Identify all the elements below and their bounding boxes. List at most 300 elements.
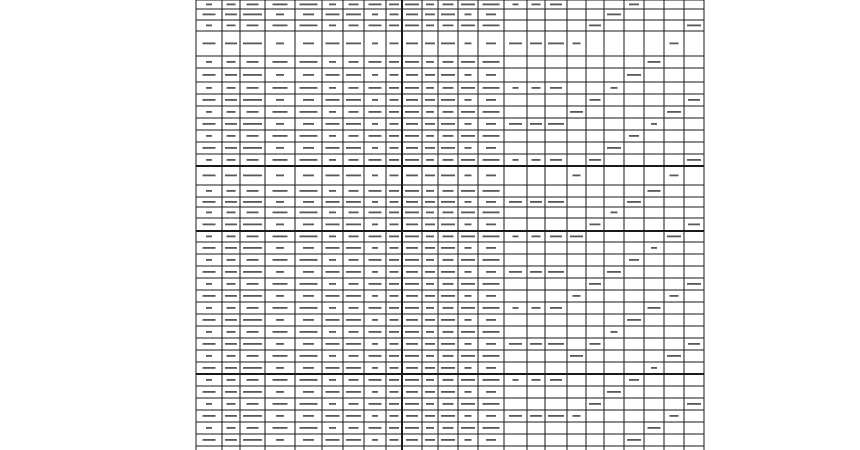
cell-text-mark: [590, 99, 601, 101]
cell-text-mark: [276, 14, 284, 16]
cell-text-mark: [346, 147, 361, 149]
cell-text-mark: [389, 427, 399, 429]
cell-text-mark: [443, 4, 454, 6]
cell-text-mark: [206, 236, 212, 238]
cell-text-mark: [670, 43, 679, 45]
cell-text-mark: [627, 439, 641, 441]
cell-text-mark: [406, 201, 418, 203]
cell-text-mark: [372, 439, 378, 441]
cell-text-mark: [426, 403, 434, 405]
cell-text-mark: [441, 74, 455, 76]
cell-text-mark: [483, 331, 500, 333]
cell-text-mark: [329, 236, 336, 238]
cell-text-mark: [550, 236, 562, 238]
cell-text-mark: [243, 43, 262, 45]
cell-text-mark: [227, 159, 236, 161]
cell-text-mark: [443, 331, 454, 333]
cell-text-mark: [206, 331, 212, 333]
cell-text-mark: [648, 190, 661, 192]
cell-text-mark: [461, 25, 475, 27]
cell-text-mark: [426, 159, 434, 161]
cell-text-mark: [300, 190, 318, 192]
cell-text-mark: [483, 236, 500, 238]
cell-text-mark: [687, 159, 701, 161]
cell-text-mark: [389, 379, 399, 381]
cell-text-mark: [369, 212, 382, 214]
cell-text-mark: [227, 403, 236, 405]
cell-text-mark: [300, 87, 318, 89]
cell-text-mark: [441, 14, 455, 16]
cell-text-mark: [225, 123, 237, 125]
cell-text-mark: [425, 147, 435, 149]
cell-text-mark: [530, 415, 542, 417]
cell-text-mark: [243, 391, 262, 393]
cell-text-mark: [326, 439, 340, 441]
cell-text-mark: [329, 379, 336, 381]
cell-text-mark: [225, 319, 237, 321]
cell-text-mark: [570, 111, 583, 113]
cell-text-mark: [550, 4, 562, 6]
cell-text-mark: [513, 159, 519, 161]
cell-text-mark: [329, 61, 336, 63]
cell-text-mark: [276, 99, 284, 101]
cell-text-mark: [349, 190, 359, 192]
cell-text-mark: [326, 295, 340, 297]
cell-text-mark: [276, 271, 284, 273]
cell-text-mark: [465, 175, 472, 177]
cell-text-mark: [390, 391, 399, 393]
cell-text-mark: [303, 439, 314, 441]
cell-text-mark: [372, 224, 378, 226]
cell-text-mark: [443, 236, 454, 238]
cell-text-mark: [461, 159, 475, 161]
cell-text-mark: [369, 236, 382, 238]
cell-text-mark: [390, 99, 399, 101]
cell-text-mark: [303, 415, 314, 417]
cell-text-mark: [389, 190, 399, 192]
cell-text-mark: [326, 74, 340, 76]
cell-text-mark: [346, 247, 361, 249]
cell-text-mark: [405, 355, 419, 357]
cell-text-mark: [300, 355, 318, 357]
cell-text-mark: [346, 14, 361, 16]
cell-text-mark: [406, 175, 418, 177]
cell-text-mark: [303, 99, 314, 101]
cell-text-mark: [346, 415, 361, 417]
cell-text-mark: [369, 61, 382, 63]
cell-text-mark: [276, 247, 284, 249]
cell-text-mark: [461, 61, 475, 63]
cell-text-mark: [369, 403, 382, 405]
cell-text-mark: [627, 319, 641, 321]
cell-text-mark: [369, 355, 382, 357]
cell-text-mark: [372, 99, 378, 101]
cell-text-mark: [426, 379, 434, 381]
cell-text-mark: [203, 367, 216, 369]
cell-text-mark: [426, 259, 434, 261]
cell-text-mark: [349, 159, 359, 161]
cell-text-mark: [303, 343, 314, 345]
cell-text-mark: [443, 355, 454, 357]
cell-text-mark: [369, 379, 382, 381]
cell-text-mark: [425, 391, 435, 393]
cell-text-mark: [483, 283, 500, 285]
cell-text-mark: [390, 343, 399, 345]
cell-text-mark: [329, 135, 336, 137]
cell-text-mark: [243, 319, 262, 321]
cell-text-mark: [405, 379, 419, 381]
cell-text-mark: [406, 247, 418, 249]
cell-text-mark: [346, 295, 361, 297]
cell-text-mark: [329, 159, 336, 161]
cell-text-mark: [441, 295, 455, 297]
cell-text-mark: [372, 147, 378, 149]
cell-text-mark: [530, 201, 542, 203]
cell-text-mark: [227, 135, 236, 137]
cell-text-mark: [300, 135, 318, 137]
cell-text-mark: [425, 439, 435, 441]
cell-text-mark: [548, 43, 564, 45]
cell-text-mark: [441, 43, 455, 45]
cell-text-mark: [589, 403, 601, 405]
cell-text-mark: [372, 271, 378, 273]
cell-text-mark: [425, 14, 435, 16]
cell-text-mark: [225, 391, 237, 393]
cell-text-mark: [390, 175, 399, 177]
cell-text-mark: [405, 259, 419, 261]
cell-text-mark: [627, 74, 641, 76]
cell-text-mark: [206, 283, 212, 285]
cell-text-mark: [243, 74, 262, 76]
cell-text-mark: [426, 4, 434, 6]
cell-text-mark: [406, 295, 418, 297]
cell-text-mark: [329, 283, 336, 285]
cell-text-mark: [486, 43, 496, 45]
cell-text-mark: [349, 283, 359, 285]
cell-text-mark: [346, 43, 361, 45]
cell-text-mark: [303, 319, 314, 321]
cell-text-mark: [349, 236, 359, 238]
cell-text-mark: [346, 74, 361, 76]
cell-text-mark: [486, 367, 496, 369]
cell-text-mark: [206, 159, 212, 161]
cell-text-mark: [443, 87, 454, 89]
cell-text-mark: [406, 391, 418, 393]
cell-text-mark: [389, 87, 399, 89]
cell-text-mark: [326, 224, 340, 226]
cell-text-mark: [346, 271, 361, 273]
cell-text-mark: [300, 236, 318, 238]
cell-text-mark: [465, 415, 472, 417]
cell-text-mark: [326, 123, 340, 125]
cell-text-mark: [486, 175, 496, 177]
cell-text-mark: [227, 190, 236, 192]
cell-text-mark: [486, 295, 496, 297]
cell-text-mark: [326, 43, 340, 45]
cell-text-mark: [225, 175, 237, 177]
cell-text-mark: [509, 201, 522, 203]
cell-text-mark: [461, 331, 475, 333]
cell-text-mark: [513, 307, 519, 309]
cell-text-mark: [247, 25, 259, 27]
cell-text-mark: [465, 439, 472, 441]
cell-text-mark: [443, 379, 454, 381]
cell-text-mark: [532, 159, 541, 161]
cell-text-mark: [465, 224, 472, 226]
cell-text-mark: [349, 403, 359, 405]
cell-text-mark: [486, 439, 496, 441]
cell-text-mark: [349, 212, 359, 214]
cell-text-mark: [372, 415, 378, 417]
cell-text-mark: [276, 74, 284, 76]
cell-text-mark: [203, 224, 216, 226]
cell-text-mark: [441, 123, 455, 125]
cell-text-mark: [247, 61, 259, 63]
cell-text-mark: [443, 403, 454, 405]
cell-text-mark: [276, 147, 284, 149]
cell-text-mark: [390, 439, 399, 441]
cell-text-mark: [329, 307, 336, 309]
cell-text-mark: [225, 14, 237, 16]
cell-text-mark: [405, 212, 419, 214]
cell-text-mark: [406, 415, 418, 417]
cell-text-mark: [611, 331, 618, 333]
cell-text-mark: [346, 175, 361, 177]
cell-text-mark: [225, 367, 237, 369]
cell-text-mark: [441, 415, 455, 417]
cell-text-mark: [273, 236, 288, 238]
cell-text-mark: [570, 355, 583, 357]
cell-text-mark: [326, 14, 340, 16]
cell-text-mark: [273, 283, 288, 285]
cell-text-mark: [486, 201, 496, 203]
cell-text-mark: [206, 25, 212, 27]
cell-text-mark: [425, 247, 435, 249]
cell-text-mark: [346, 99, 361, 101]
cell-text-mark: [441, 367, 455, 369]
cell-text-mark: [390, 74, 399, 76]
cell-text-mark: [346, 201, 361, 203]
cell-text-mark: [483, 111, 500, 113]
cell-text-mark: [607, 391, 621, 393]
cell-text-mark: [513, 87, 519, 89]
cell-text-mark: [346, 367, 361, 369]
cell-text-mark: [390, 123, 399, 125]
cell-text-mark: [443, 25, 454, 27]
cell-text-mark: [389, 61, 399, 63]
cell-text-mark: [346, 319, 361, 321]
cell-text-mark: [590, 343, 601, 345]
cell-text-mark: [243, 295, 262, 297]
cell-text-mark: [405, 61, 419, 63]
cell-text-mark: [372, 123, 378, 125]
cell-text-mark: [573, 175, 581, 177]
cell-text-mark: [465, 247, 472, 249]
cell-text-mark: [390, 295, 399, 297]
cell-text-mark: [227, 87, 236, 89]
cell-text-mark: [465, 99, 472, 101]
cell-text-mark: [486, 99, 496, 101]
cell-text-mark: [349, 4, 359, 6]
cell-text-mark: [247, 403, 259, 405]
cell-text-mark: [607, 147, 621, 149]
cell-text-mark: [405, 236, 419, 238]
cell-text-mark: [441, 175, 455, 177]
cell-text-mark: [372, 367, 378, 369]
cell-text-mark: [203, 74, 216, 76]
cell-text-mark: [443, 427, 454, 429]
cell-text-mark: [687, 403, 701, 405]
cell-text-mark: [247, 307, 259, 309]
cell-text-mark: [203, 295, 216, 297]
cell-text-mark: [589, 159, 601, 161]
cell-text-mark: [303, 391, 314, 393]
cell-text-mark: [369, 111, 382, 113]
cell-text-mark: [300, 259, 318, 261]
cell-text-mark: [426, 427, 434, 429]
cell-text-mark: [465, 43, 472, 45]
cell-text-mark: [300, 111, 318, 113]
cell-text-mark: [486, 123, 496, 125]
cell-text-mark: [483, 212, 500, 214]
cell-text-mark: [441, 99, 455, 101]
cell-text-mark: [405, 111, 419, 113]
cell-text-mark: [509, 343, 522, 345]
cell-text-mark: [203, 123, 216, 125]
cell-text-mark: [405, 4, 419, 6]
cell-text-mark: [225, 439, 237, 441]
cell-text-mark: [465, 391, 472, 393]
cell-text-mark: [465, 123, 472, 125]
cell-text-mark: [369, 190, 382, 192]
cell-text-mark: [425, 415, 435, 417]
cell-text-mark: [670, 415, 679, 417]
cell-text-mark: [688, 224, 700, 226]
cell-text-mark: [667, 355, 681, 357]
cell-text-mark: [303, 271, 314, 273]
cell-text-mark: [550, 307, 562, 309]
cell-text-mark: [225, 343, 237, 345]
cell-text-mark: [406, 439, 418, 441]
cell-text-mark: [651, 123, 657, 125]
cell-text-mark: [461, 190, 475, 192]
cell-text-mark: [243, 99, 262, 101]
cell-text-mark: [273, 427, 288, 429]
cell-text-mark: [390, 43, 399, 45]
cell-text-mark: [425, 224, 435, 226]
cell-text-mark: [329, 331, 336, 333]
cell-text-mark: [483, 61, 500, 63]
cell-text-mark: [326, 415, 340, 417]
cell-text-mark: [483, 427, 500, 429]
cell-text-mark: [405, 135, 419, 137]
cell-text-mark: [369, 331, 382, 333]
cell-text-mark: [486, 74, 496, 76]
cell-text-mark: [443, 190, 454, 192]
cell-text-mark: [465, 343, 472, 345]
cell-text-mark: [273, 135, 288, 137]
cell-text-mark: [206, 379, 212, 381]
cell-text-mark: [303, 147, 314, 149]
cell-text-mark: [648, 307, 661, 309]
cell-text-mark: [443, 307, 454, 309]
cell-text-mark: [465, 319, 472, 321]
cell-text-mark: [426, 212, 434, 214]
cell-text-mark: [206, 61, 212, 63]
cell-text-mark: [532, 379, 541, 381]
cell-text-mark: [513, 379, 519, 381]
cell-text-mark: [372, 14, 378, 16]
cell-text-mark: [329, 4, 336, 6]
cell-text-mark: [247, 190, 259, 192]
cell-text-mark: [303, 74, 314, 76]
cell-text-mark: [303, 247, 314, 249]
cell-text-mark: [651, 367, 657, 369]
cell-text-mark: [548, 123, 564, 125]
cell-text-mark: [486, 224, 496, 226]
cell-text-mark: [530, 343, 542, 345]
cell-text-mark: [206, 87, 212, 89]
cell-text-mark: [687, 283, 701, 285]
cell-text-mark: [573, 295, 581, 297]
cell-text-mark: [326, 99, 340, 101]
cell-text-mark: [303, 201, 314, 203]
cell-text-mark: [532, 4, 541, 6]
cell-text-mark: [486, 319, 496, 321]
cell-text-mark: [273, 111, 288, 113]
cell-text-mark: [465, 295, 472, 297]
cell-text-mark: [389, 259, 399, 261]
cell-text-mark: [483, 307, 500, 309]
cell-text-mark: [441, 319, 455, 321]
cell-text-mark: [426, 135, 434, 137]
cell-text-mark: [443, 61, 454, 63]
cell-text-mark: [346, 343, 361, 345]
cell-text-mark: [486, 147, 496, 149]
cell-text-mark: [465, 147, 472, 149]
cell-text-mark: [667, 111, 681, 113]
cell-text-mark: [225, 271, 237, 273]
cell-text-mark: [589, 283, 601, 285]
cell-text-mark: [406, 123, 418, 125]
cell-text-mark: [406, 99, 418, 101]
cell-text-mark: [273, 190, 288, 192]
cell-text-mark: [369, 25, 382, 27]
cell-text-mark: [203, 271, 216, 273]
cell-text-mark: [329, 403, 336, 405]
cell-text-mark: [590, 224, 601, 226]
cell-text-mark: [227, 259, 236, 261]
cell-text-mark: [461, 307, 475, 309]
cell-text-mark: [461, 87, 475, 89]
cell-text-mark: [276, 175, 284, 177]
cell-text-mark: [276, 367, 284, 369]
cell-text-mark: [405, 87, 419, 89]
cell-text-mark: [389, 403, 399, 405]
cell-text-mark: [486, 247, 496, 249]
cell-text-mark: [441, 439, 455, 441]
cell-text-mark: [243, 415, 262, 417]
cell-text-mark: [300, 283, 318, 285]
cell-text-mark: [273, 331, 288, 333]
cell-text-mark: [548, 415, 564, 417]
cell-text-mark: [247, 212, 259, 214]
cell-text-mark: [276, 319, 284, 321]
cell-text-mark: [329, 25, 336, 27]
cell-text-mark: [273, 307, 288, 309]
cell-text-mark: [247, 427, 259, 429]
cell-text-mark: [206, 212, 212, 214]
